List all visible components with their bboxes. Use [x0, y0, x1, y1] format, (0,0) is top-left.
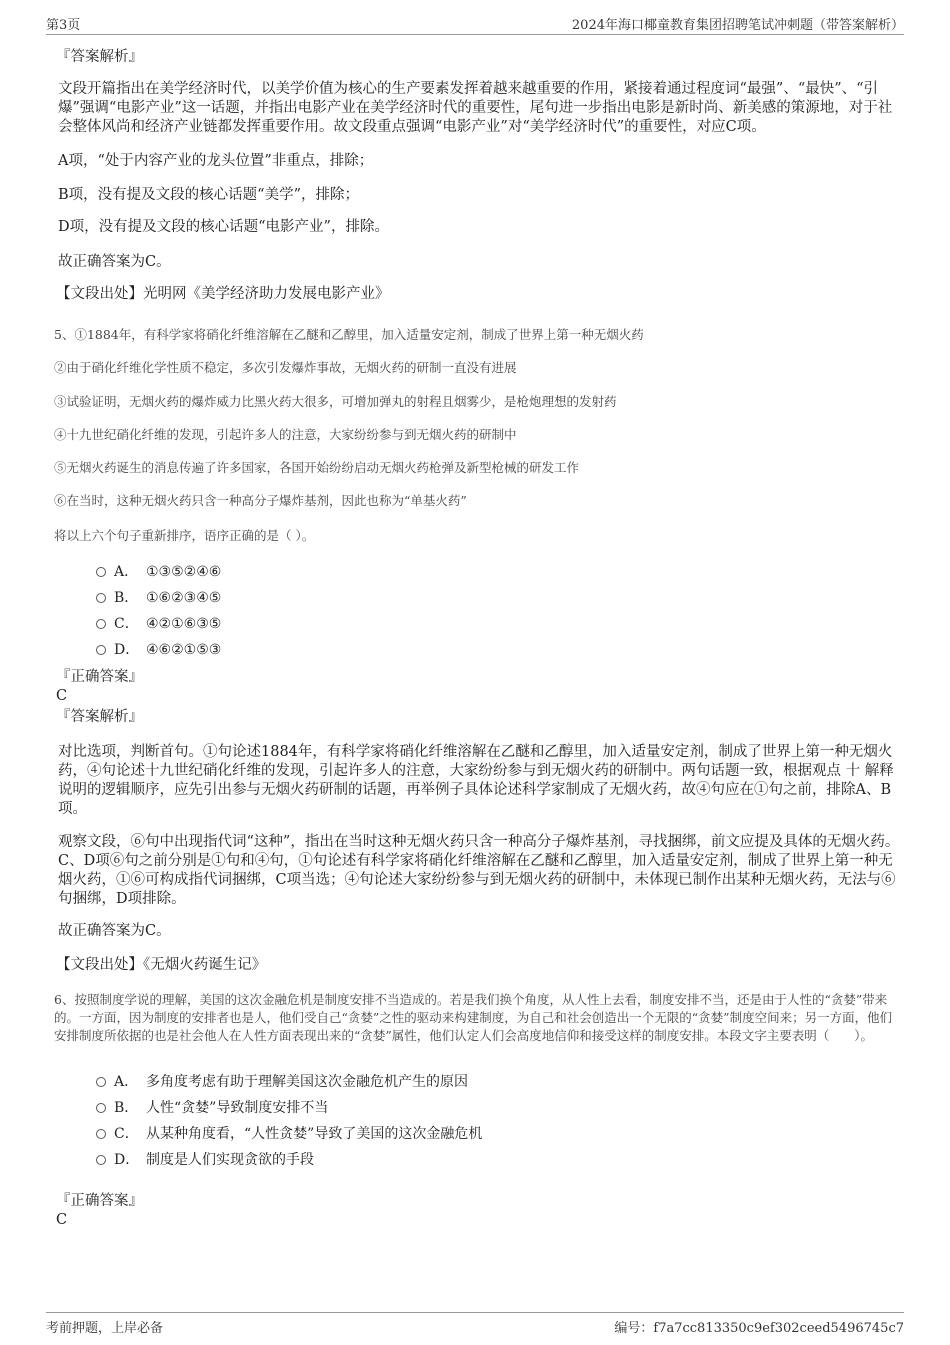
option-b[interactable]: B． ①⑥②③④⑤	[96, 588, 221, 608]
option-c[interactable]: C． ④②①⑥③⑤	[96, 614, 221, 634]
option-c[interactable]: C． 从某种角度看，“人性贪婪”导致了美国的这次金融危机	[96, 1124, 482, 1144]
correct-answer-label: 『正确答案』	[56, 1193, 143, 1209]
final-answer-line: 故正确答案为C。	[58, 254, 171, 270]
analysis-label: 『答案解析』	[56, 709, 143, 725]
correct-answer-label: 『正确答案』	[56, 669, 143, 685]
source-citation: 【文段出处】光明网《美学经济助力发展电影产业》	[56, 286, 390, 302]
option-a[interactable]: A． 多角度考虑有助于理解美国这次金融危机产生的原因	[96, 1072, 468, 1092]
analysis-paragraph: 文段开篇指出在美学经济时代，以美学价值为核心的生产要素发挥着越来越重要的作用，紧接着通过程度词“最强”、“最快”、“引爆”强调“电影产业”这一话题，并指出电影产业在美学经济时代的重要性，尾句进一步指出电影是新时尚、新美感的策源地，对于社会整体风尚和经济产业链都发挥重要作用。故文段重点强调“电影产业”对“美学经济时代”的重要性，对应C项。	[58, 81, 893, 135]
analysis-paragraph: 对比选项，判断首句。①句论述1884年，有科学家将硝化纤维溶解在乙醚和乙醇里，加入适量安定剂，制成了世界上第一种无烟火药，④句论述十九世纪硝化纤维的发现，引起许多人的注意，大家纷纷参与到无烟火药的研制中。两句话题一致，根据观点 十 解释说明的逻辑顺序，应先引出参与无烟火药研制的话题，再举例子具体论述科学家制成了无烟火药，故④句应在①句之前，排除A、B项。	[58, 744, 894, 817]
sentence-1: 5、①1884年，有科学家将硝化纤维溶解在乙醚和乙醇里，加入适量安定剂，制成了世界上第一种无烟火药	[54, 327, 644, 342]
radio-icon[interactable]	[96, 1077, 106, 1087]
analysis-paragraph: 观察文段，⑥句中出现指代词“这种”，指出在当时这种无烟火药只含一种高分子爆炸基剂，寻找捆绑，前文应提及具体的无烟火药。C、D项⑥句之前分别是①句和④句，①句论述有科学家将硝化纤维溶解在乙醚和乙醇里，加入适量安定剂，制成了世界上第一种无烟火药，①⑥可构成指代词捆绑，C项当选；④句论述大家纷纷参与到无烟火药的研制中，未体现已制作出某种无烟火药，无法与⑥句捆绑，D项排除。	[58, 834, 900, 907]
analysis-paragraph: D项，没有提及文段的核心话题“电影产业”，排除。	[58, 219, 389, 235]
option-b[interactable]: B． 人性“贪婪”导致制度安排不当	[96, 1098, 328, 1118]
final-answer-line: 故正确答案为C。	[58, 923, 171, 939]
sentence-3: ③试验证明，无烟火药的爆炸威力比黑火药大很多，可增加弹丸的射程且烟雾少，是枪炮理想的发射药	[54, 394, 617, 409]
radio-icon[interactable]	[96, 619, 106, 629]
radio-icon[interactable]	[96, 593, 106, 603]
sentence-4: ④十九世纪硝化纤维的发现，引起许多人的注意，大家纷纷参与到无烟火药的研制中	[54, 427, 517, 442]
radio-icon[interactable]	[96, 1129, 106, 1139]
option-d[interactable]: D． ④⑥②①⑤③	[96, 640, 221, 660]
option-d[interactable]: D． 制度是人们实现贪欲的手段	[96, 1150, 314, 1170]
radio-icon[interactable]	[96, 1155, 106, 1165]
analysis-paragraph: A项，“处于内容产业的龙头位置”非重点，排除；	[58, 153, 374, 169]
document-title: 2024年海口椰童教育集团招聘笔试冲刺题（带答案解析）	[571, 18, 904, 33]
correct-answer: C	[56, 1212, 68, 1228]
radio-icon[interactable]	[96, 1103, 106, 1113]
sentence-6: ⑥在当时，这种无烟火药只含一种高分子爆炸基剂，因此也称为“单基火药”	[54, 493, 467, 508]
sentence-5: ⑤无烟火药诞生的消息传遍了许多国家，各国开始纷纷启动无烟火药枪弹及新型枪械的研发工作	[54, 460, 580, 475]
document-serial: 编号：f7a7cc813350c9ef302ceed5496745c7	[614, 1321, 904, 1336]
analysis-label: 『答案解析』	[56, 49, 143, 65]
page-footer	[46, 1312, 904, 1337]
sentence-2: ②由于硝化纤维化学性质不稳定，多次引发爆炸事故，无烟火药的研制一直没有进展	[54, 360, 517, 375]
option-a[interactable]: A． ①③⑤②④⑥	[96, 562, 221, 582]
radio-icon[interactable]	[96, 567, 106, 577]
page-header	[46, 14, 904, 35]
page-number: 第3页	[46, 18, 81, 33]
question-prompt: 将以上六个句子重新排序，语序正确的是（ ）。	[54, 528, 315, 543]
footer-slogan: 考前押题，上岸必备	[46, 1321, 164, 1336]
question-stem: 6、按照制度学说的理解，美国的这次金融危机是制度安排不当造成的。若是我们换个角度，从人性上去看，制度安排不当，还是由于人性的“贪婪”带来的。一方面，因为制度的安排者也是人，他们受自己“贪婪”之性的驱动来构建制度，为自己和社会创造出一个无限的“贪婪”制度空间来；另一方面，他们安排制度所依据的也是社会他人在人性方面表现出来的“贪婪”属性，他们认定人们会高度地信仰和接受这样的制度安排。本段文字主要表明（ ）。	[54, 992, 893, 1043]
analysis-paragraph: B项，没有提及文段的核心话题“美学”，排除；	[58, 187, 359, 203]
source-citation: 【文段出处】《无烟火药诞生记》	[56, 957, 267, 973]
radio-icon[interactable]	[96, 645, 106, 655]
correct-answer: C	[56, 688, 68, 704]
